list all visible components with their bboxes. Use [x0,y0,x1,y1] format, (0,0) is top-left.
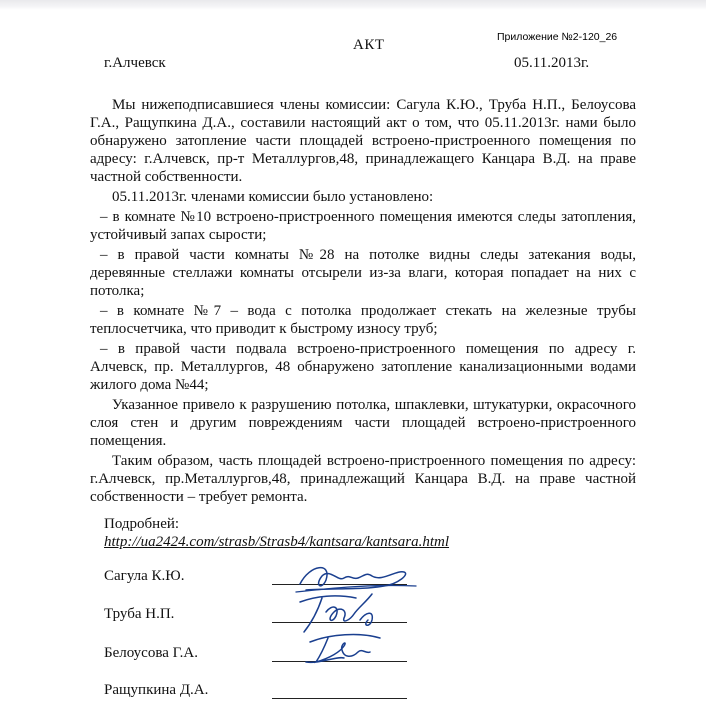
more-info-link[interactable]: http://ua2424.com/strasb/Strasb4/kantsara/kantsara.html [104,534,450,550]
signature-image-1 [292,558,422,594]
finding-item: – в комнате №10 встроено-пристроенного помещения имеются следы затопления, устойчивый запах сырости; [90,209,636,243]
signatory-name: Труба Н.П. [104,606,175,622]
signatory-name: Ращупкина Д.А. [104,682,209,698]
findings-heading: 05.11.2013г. членами комиссии было установлено: [112,189,434,205]
intro-paragraph: Мы нижеподписавшиеся члены комиссии: Сагула К.Ю., Труба Н.П., Белоусова Г.А., Ращупкина Д.А., составили настоящий акт о том, что 05.11.2013г. нами было обнаружено затопление части площадей встроено-пристроенного помещения по адресу: г.Алчевск, пр-т Металлургов,48, принадлежащего Канцара В.Д. на праве частной собственности. [90,97,636,185]
signature-image-3 [300,628,390,668]
document-title: АКТ [353,37,385,53]
document-date: 05.11.2013г. [514,55,590,71]
signatory-name: Сагула К.Ю. [104,568,185,584]
consequence-paragraph: Указанное привело к разрушению потолка, шпаклевки, штукатурки, окрасочного слоя стен и другим повреждениям части площадей встроено-пристроенного помещения. [90,397,636,449]
finding-item: – в правой части подвала встроено-пристроенного помещения по адресу г. Алчевск, пр. Металлургов, 48 обнаружено затопление канализационными водами жилого дома №44; [90,341,636,393]
document-body [90,96,636,508]
conclusion-paragraph: Таким образом, часть площадей встроено-пристроенного помещения по адресу: г.Алчевск, пр.Металлургов,48, принадлежащий Канцара В.Д. на праве частной собственности – требует ремонта. [90,453,636,505]
signatory-name: Белоусова Г.А. [104,645,198,661]
annex-number: Приложение №2-120_26 [497,31,618,43]
more-info-label: Подробней: [104,516,180,532]
signature-line [272,698,407,699]
finding-item: – в комнате №7 – вода с потолка продолжает стекать на железные трубы теплосчетчика, что приводит к быстрому износу труб; [90,303,636,337]
finding-item: – в правой части комнаты №28 на потолке видны следы затекания воды, деревянные стеллажи комнаты отсырели из-за влаги, которая попадает на них с потолка; [90,247,636,299]
document-place: г.Алчевск [104,55,166,71]
more-info [104,515,449,551]
scan-edge [0,0,706,10]
